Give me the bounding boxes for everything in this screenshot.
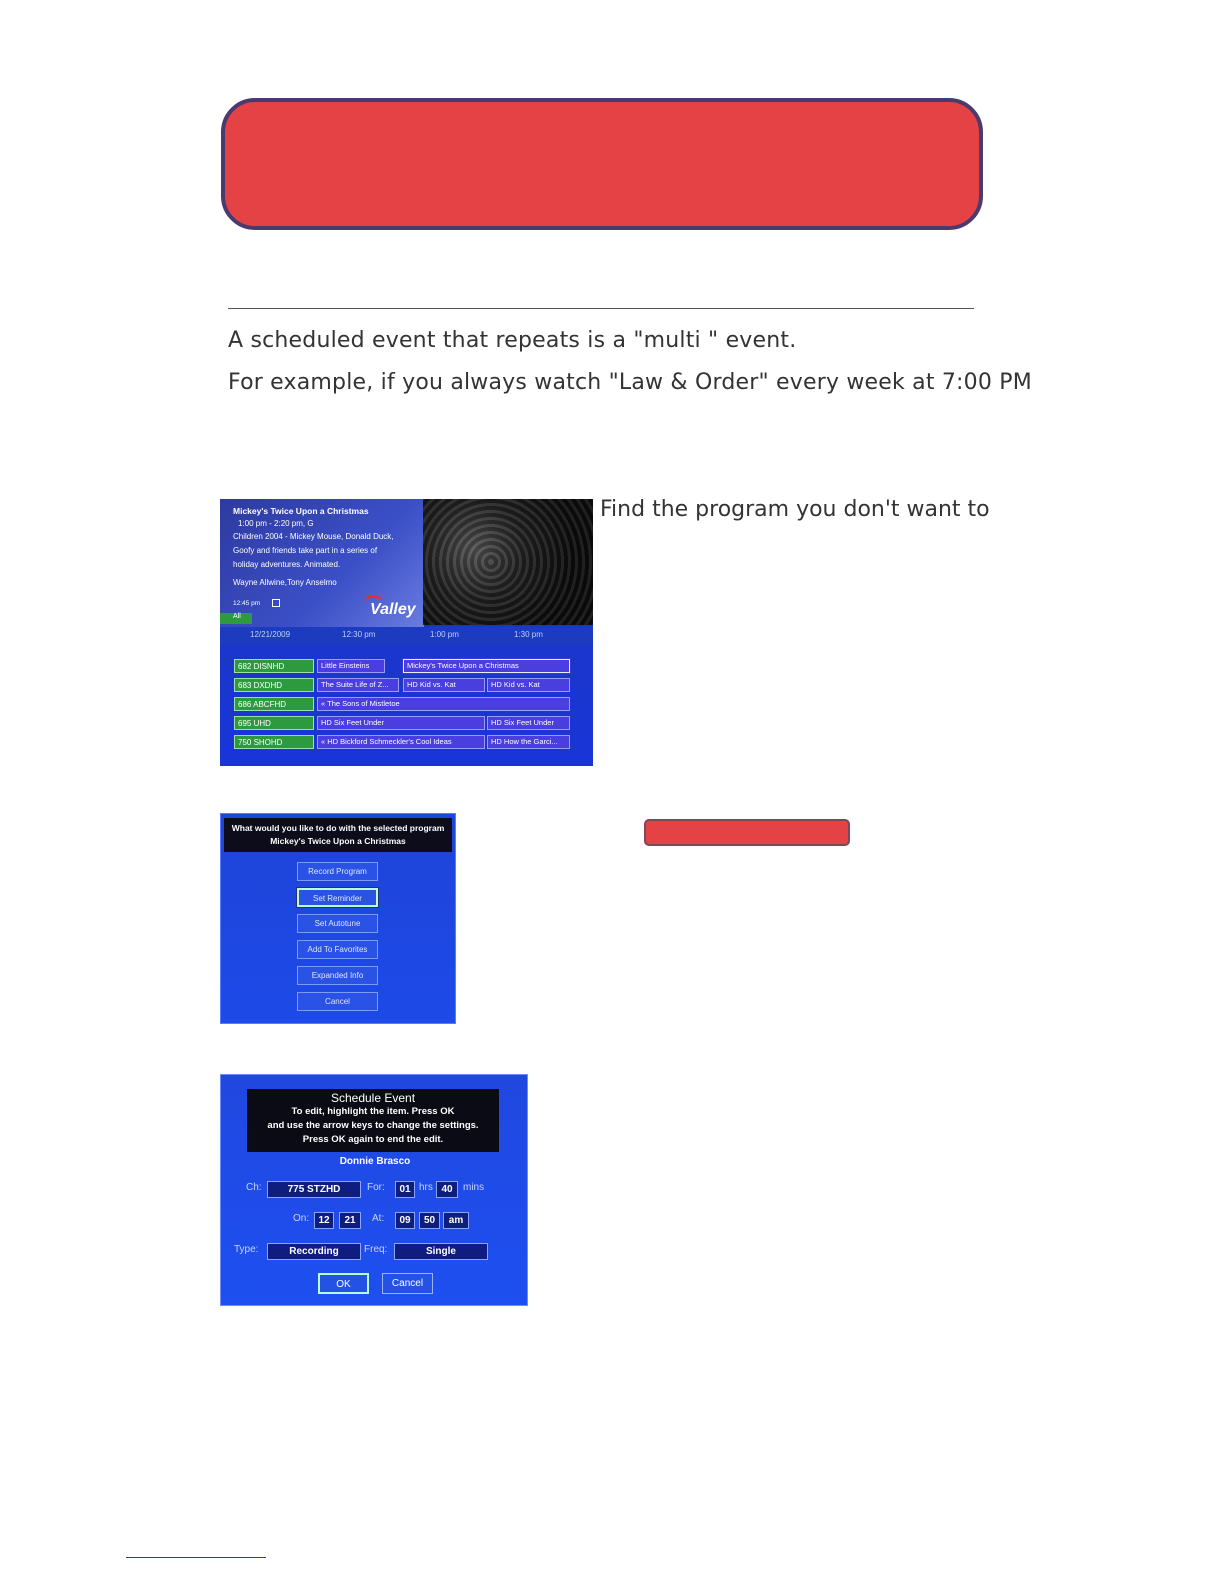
timeline-slot: 1:30 pm (514, 630, 543, 639)
intro-paragraph: A scheduled event that repeats is a "multi " event. (228, 328, 797, 353)
schedule-title: Schedule Event (330, 1091, 416, 1105)
on-label: On: (293, 1213, 310, 1224)
hrs-label: hrs (419, 1182, 433, 1193)
for-label: For: (367, 1182, 385, 1193)
cancel-button[interactable]: Cancel (382, 1273, 433, 1294)
program-cell[interactable]: The Suite Life of Z... (317, 678, 399, 692)
menu-header (224, 818, 452, 852)
channel-label: Ch: (246, 1182, 262, 1193)
program-cell[interactable]: HD Six Feet Under (317, 716, 485, 730)
schedule-header (247, 1089, 499, 1152)
channel-cell[interactable]: 750 SHOHD (234, 735, 314, 749)
program-time: 1:00 pm - 2:20 pm, G (238, 519, 314, 528)
step1-text: Find the program you don't want to (600, 497, 990, 522)
program-cast: Wayne Allwine,Tony Anselmo (233, 578, 337, 587)
ok-button[interactable]: OK (318, 1273, 369, 1294)
month-field[interactable]: 12 (314, 1212, 334, 1229)
program-desc-2: Goofy and friends take part in a series of (233, 546, 378, 555)
frequency-field[interactable]: Single (394, 1243, 488, 1260)
hour-field[interactable]: 09 (395, 1212, 415, 1229)
type-field[interactable]: Recording (267, 1243, 361, 1260)
menu-prompt: What would you like to do with the selected program (231, 823, 445, 833)
at-label: At: (372, 1213, 385, 1224)
schedule-event-screenshot (220, 1074, 528, 1306)
program-desc-3: holiday adventures. Animated. (233, 560, 341, 569)
video-preview (423, 499, 593, 625)
channel-cell[interactable]: 682 DISNHD (234, 659, 314, 673)
day-field[interactable]: 21 (339, 1212, 361, 1229)
hours-field[interactable]: 01 (395, 1181, 415, 1198)
timeline-date: 12/21/2009 (250, 630, 291, 639)
filter-tab-all[interactable]: All (220, 613, 252, 624)
channel-cell[interactable]: 695 UHD (234, 716, 314, 730)
menu-program: Mickey's Twice Upon a Christmas (270, 836, 406, 846)
timeline-bar (220, 627, 593, 645)
program-cell[interactable]: HD Kid vs. Kat (487, 678, 570, 692)
schedule-program-name: Donnie Brasco (339, 1156, 411, 1167)
mins-label: mins (463, 1182, 485, 1193)
program-cell[interactable]: HD Kid vs. Kat (403, 678, 485, 692)
program-cell[interactable]: « HD Bickford Schmeckler's Cool Ideas (317, 735, 485, 749)
type-label: Type: (234, 1244, 259, 1255)
program-desc-1: Children 2004 - Mickey Mouse, Donald Duck, (233, 532, 394, 541)
set-autotune-button[interactable]: Set Autotune (297, 914, 378, 933)
mins-field[interactable]: 40 (436, 1181, 458, 1198)
record-program-button[interactable]: Record Program (297, 862, 378, 881)
expanded-info-button[interactable]: Expanded Info (297, 966, 378, 985)
guide-screenshot (220, 499, 593, 766)
title-banner (221, 98, 983, 230)
timeline-slot: 1:00 pm (430, 630, 459, 639)
footnote-rule (126, 1557, 266, 1558)
example-paragraph: For example, if you always watch "Law & Order" every week at 7:00 PM (228, 370, 1032, 395)
clock: 12:45 pm (233, 600, 261, 607)
divider (228, 308, 974, 309)
channel-cell[interactable]: 683 DXDHD (234, 678, 314, 692)
highlight-pill (644, 819, 850, 846)
cancel-button[interactable]: Cancel (297, 992, 378, 1011)
channel-field[interactable]: 775 STZHD (267, 1181, 361, 1198)
add-to-favorites-button[interactable]: Add To Favorites (297, 940, 378, 959)
ampm-field[interactable]: am (443, 1212, 469, 1229)
program-cell-selected[interactable]: Mickey's Twice Upon a Christmas (403, 659, 570, 673)
freq-label: Freq: (364, 1244, 388, 1255)
mail-icon (272, 599, 280, 607)
minute-field[interactable]: 50 (419, 1212, 440, 1229)
channel-cell[interactable]: 686 ABCFHD (234, 697, 314, 711)
timeline-slot: 12:30 pm (342, 630, 376, 639)
options-menu-screenshot (220, 813, 456, 1024)
program-cell[interactable]: HD How the Garci... (487, 735, 570, 749)
program-cell[interactable]: « The Sons of Mistletoe (317, 697, 570, 711)
instruction-line: and use the arrow keys to change the settings. (267, 1120, 479, 1131)
program-title: Mickey's Twice Upon a Christmas (233, 506, 369, 516)
instruction-line: To edit, highlight the item. Press OK (291, 1106, 455, 1117)
valley-logo: Valley (370, 601, 416, 619)
instruction-line: Press OK again to end the edit. (302, 1134, 444, 1145)
program-cell[interactable]: HD Six Feet Under (487, 716, 570, 730)
program-cell[interactable]: Little Einsteins (317, 659, 385, 673)
set-reminder-button[interactable]: Set Reminder (297, 888, 378, 907)
